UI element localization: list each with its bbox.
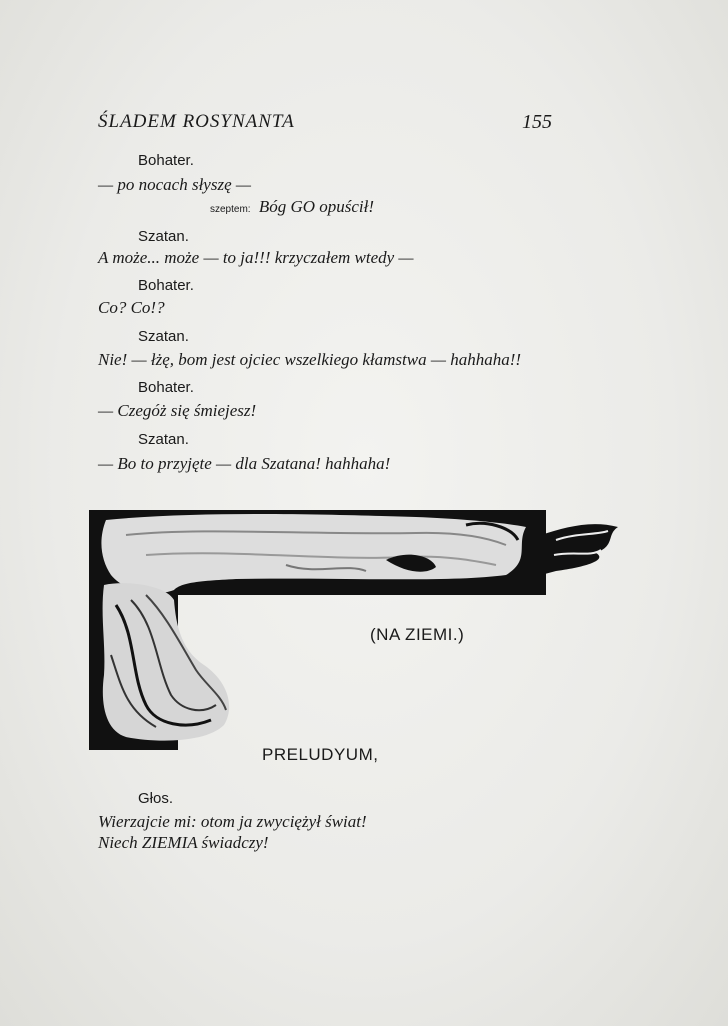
whisper-text: Bóg GO opuścił! xyxy=(258,197,375,216)
speaker-label: Bohater. xyxy=(138,379,194,396)
speaker-label: Szatan. xyxy=(138,228,189,245)
dialogue-line: — po nocach słyszę — xyxy=(98,175,251,194)
dialogue-line: Nie! — łżę, bom jest ojciec wszelkiego kłamstwa — hahhaha!! xyxy=(98,350,522,369)
speaker-label: Szatan. xyxy=(138,328,189,345)
page-number: 155 xyxy=(522,111,552,133)
whisper-line xyxy=(210,197,374,217)
speaker-label: Bohater. xyxy=(138,277,194,294)
section-subheading: PRELUDYUM, xyxy=(262,745,379,764)
speaker-label: Głos. xyxy=(138,790,174,807)
running-header: ŚLADEM ROSYNANTA xyxy=(98,111,295,132)
woodcut-illustration xyxy=(86,505,626,755)
dialogue-line: A może... może — to ja!!! krzyczałem wtedy — xyxy=(98,248,414,267)
dialogue-line: Niech ZIEMIA świadczy! xyxy=(98,833,269,852)
dialogue-line: Wierzajcie mi: otom ja zwyciężył świat! xyxy=(98,812,367,831)
speaker-label: Bohater. xyxy=(138,152,194,169)
dialogue-line: — Bo to przyjęte — dla Szatana! hahhaha! xyxy=(98,454,391,473)
dialogue-line: Co? Co!? xyxy=(98,298,165,317)
speaker-label: Szatan. xyxy=(138,431,189,448)
section-heading: (NA ZIEMI.) xyxy=(370,625,465,644)
whisper-label: szeptem: xyxy=(210,204,251,215)
dialogue-line: — Czegóż się śmiejesz! xyxy=(98,401,257,420)
